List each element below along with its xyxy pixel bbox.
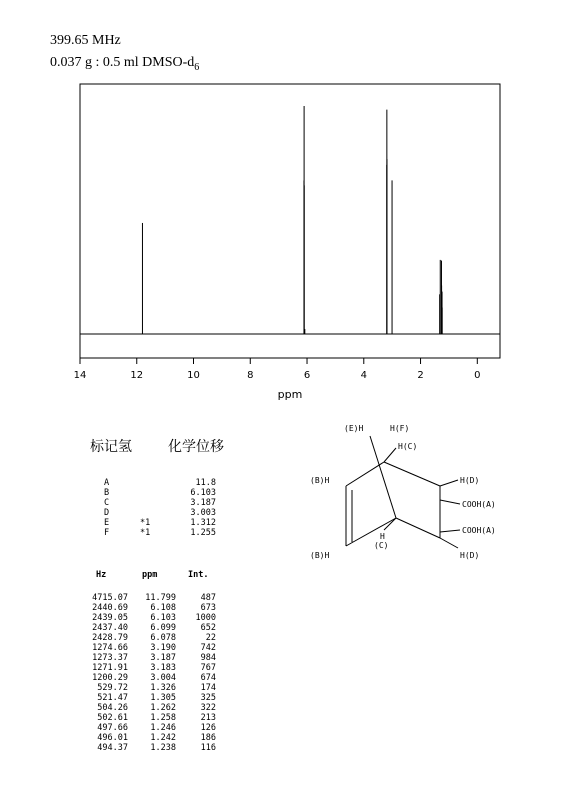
x-tick-label: 8 xyxy=(247,370,254,381)
peak-ppm: 1.326 xyxy=(150,683,176,693)
peak-hz: 2428.79 xyxy=(92,633,128,643)
plot-frame xyxy=(80,84,500,358)
assignment-shift: 11.8 xyxy=(195,478,216,488)
assignment-note: *1 xyxy=(140,518,151,528)
peak-hz: 4715.07 xyxy=(92,593,128,603)
peak-int: 1000 xyxy=(195,613,216,623)
peak-ppm: 3.187 xyxy=(150,653,176,663)
assignment-label: C xyxy=(104,498,110,508)
peak-int: 22 xyxy=(205,633,216,643)
assignment-col-shift: 化学位移 xyxy=(168,439,224,455)
peak-int: 126 xyxy=(200,723,216,733)
peak-ppm: 1.246 xyxy=(150,723,176,733)
label-h-d-top: H(D) xyxy=(460,476,480,485)
x-tick-label: 10 xyxy=(187,370,200,381)
x-tick-label: 6 xyxy=(303,370,311,381)
x-axis-ticks xyxy=(74,358,481,381)
label-b-h-bottom: (B)H xyxy=(310,551,330,560)
peak-ppm: 1.238 xyxy=(150,743,176,753)
peak-ppm: 6.103 xyxy=(150,613,176,623)
peak-int: 674 xyxy=(200,673,216,683)
x-tick-label: 14 xyxy=(73,370,87,381)
assignment-label: D xyxy=(104,508,110,518)
structure-bonds xyxy=(346,436,460,548)
peak-ppm: 1.242 xyxy=(150,733,176,743)
peak-int: 325 xyxy=(200,693,216,703)
peak-int: 742 xyxy=(200,643,216,653)
x-axis-label: ppm xyxy=(277,388,303,401)
label-e-h: (E)H xyxy=(344,424,364,433)
assignment-shift: 3.003 xyxy=(190,508,216,518)
peak-hz: 502.61 xyxy=(97,713,128,723)
x-tick-label: 2 xyxy=(417,370,424,381)
peak-int: 652 xyxy=(200,623,216,633)
peak-hz: 2437.40 xyxy=(92,623,128,633)
peak-int: 116 xyxy=(200,743,216,753)
x-tick-label: 4 xyxy=(360,370,367,381)
peak-hz: 1273.37 xyxy=(92,653,128,663)
assignment-shift: 6.103 xyxy=(190,488,216,498)
peak-ppm: 3.004 xyxy=(150,673,176,683)
label-cooh-1: COOH(A) xyxy=(462,500,496,509)
assignment-label: B xyxy=(104,488,110,498)
peak-hz: 494.37 xyxy=(97,743,128,753)
label-b-h-top: (B)H xyxy=(310,476,330,485)
peak-hz: 496.01 xyxy=(97,733,128,743)
peak-ppm: 3.183 xyxy=(150,663,176,673)
x-tick-label: 0 xyxy=(474,370,481,381)
peak-hz: 2440.69 xyxy=(92,603,128,613)
x-tick-label: 12 xyxy=(130,370,144,381)
assignment-label: E xyxy=(104,518,110,528)
peak-ppm: 1.305 xyxy=(150,693,176,703)
peak-ppm: 11.799 xyxy=(145,593,176,603)
peak-hz: 1271.91 xyxy=(92,663,128,673)
header-hz: Hz xyxy=(96,570,107,580)
peak-int: 487 xyxy=(200,593,216,603)
peak-hz: 2439.05 xyxy=(92,613,128,623)
peak-int: 213 xyxy=(200,713,216,723)
peak-ppm: 1.262 xyxy=(150,703,176,713)
peak-hz: 504.26 xyxy=(97,703,128,713)
label-h-c-top: H(C) xyxy=(398,442,418,451)
peak-int: 767 xyxy=(200,663,216,673)
assignment-label: F xyxy=(104,528,110,538)
label-h-d-bottom: H(D) xyxy=(460,551,480,560)
peak-int: 984 xyxy=(200,653,216,663)
peak-int: 322 xyxy=(200,703,216,713)
label-cooh-2: COOH(A) xyxy=(462,526,496,535)
peak-hz: 1200.29 xyxy=(92,673,128,683)
spectrometer-frequency: 399.65 MHz xyxy=(50,33,121,48)
label-h-f: H(F) xyxy=(390,424,410,433)
assignment-label: A xyxy=(104,478,110,488)
peak-hz: 1274.66 xyxy=(92,643,128,653)
peak-ppm: 6.108 xyxy=(150,603,176,613)
assignment-shift: 1.255 xyxy=(190,528,216,538)
peak-hz: 529.72 xyxy=(97,683,128,693)
peak-ppm: 3.190 xyxy=(150,643,176,653)
assignment-shift: 1.312 xyxy=(190,518,216,528)
peak-int: 673 xyxy=(200,603,216,613)
peak-ppm: 1.258 xyxy=(150,713,176,723)
peak-ppm: 6.078 xyxy=(150,633,176,643)
header-ppm: ppm xyxy=(142,570,158,580)
label-c-bottom: (C) xyxy=(374,541,389,550)
peak-ppm: 6.099 xyxy=(150,623,176,633)
sample-concentration-text: 0.037 g : 0.5 ml DMSO-d xyxy=(50,55,195,70)
assignment-col-label: 标记氢 xyxy=(90,439,132,455)
peak-int: 174 xyxy=(200,683,216,693)
peaks-layer xyxy=(142,106,442,334)
peak-hz: 521.47 xyxy=(97,693,128,703)
molecular-structure xyxy=(300,418,540,568)
assignment-note: *1 xyxy=(140,528,151,538)
peak-hz: 497.66 xyxy=(97,723,128,733)
deuterium-subscript: 6 xyxy=(194,61,200,73)
label-h-bottom: H xyxy=(380,532,385,541)
peak-int: 186 xyxy=(200,733,216,743)
assignment-shift: 3.187 xyxy=(190,498,216,508)
header-int: Int. xyxy=(188,570,209,580)
